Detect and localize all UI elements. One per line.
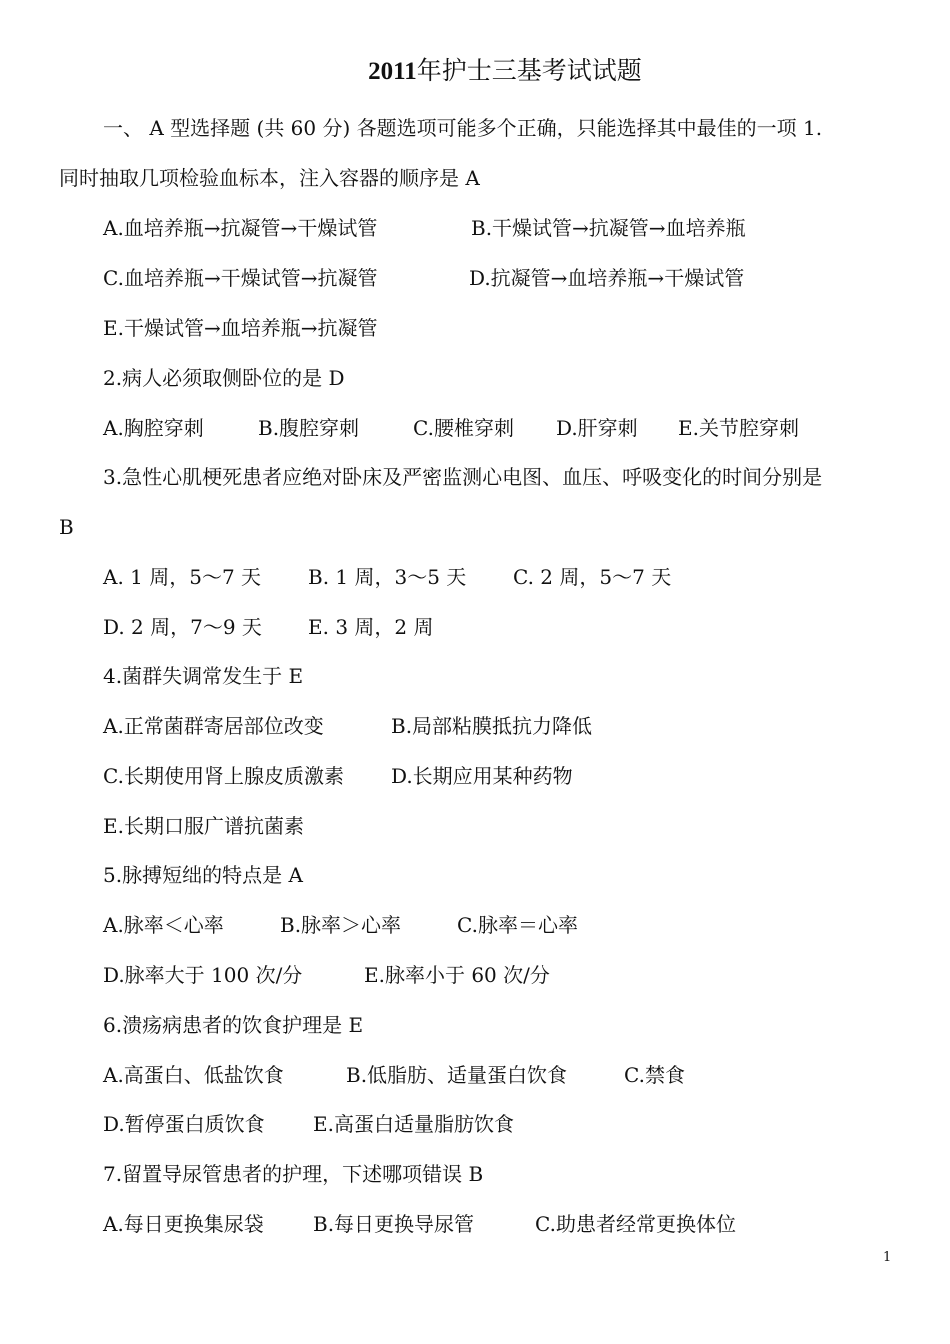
q1-option-a: A.血培养瓶→抗凝管→干燥试管 bbox=[103, 216, 378, 240]
q1-option-d: D.抗凝管→血培养瓶→干燥试管 bbox=[469, 266, 745, 290]
question-4-stem: 4.菌群失调常发生于 E bbox=[103, 664, 304, 688]
q6-option-a: A.高蛋白、低盐饮食 bbox=[103, 1063, 284, 1087]
q1-option-c: C.血培养瓶→干燥试管→抗凝管 bbox=[103, 266, 378, 290]
question-3-answer: B bbox=[59, 515, 74, 539]
question-3-stem: 3.急性心肌梗死患者应绝对卧床及严密监测心电图、血压、呼吸变化的时间分别是 bbox=[103, 465, 823, 489]
q1-option-e: E.干燥试管→血培养瓶→抗凝管 bbox=[103, 316, 378, 340]
q6-option-b: B.低脂肪、适量蛋白饮食 bbox=[346, 1063, 568, 1087]
q2-option-d: D.肝穿刺 bbox=[556, 416, 638, 440]
q3-option-b: B. 1 周，3～5 天 bbox=[308, 565, 467, 589]
q2-option-a: A.胸腔穿刺 bbox=[103, 416, 204, 440]
section-intro: 一、 A 型选择题 (共 60 分) 各题选项可能多个正确，只能选择其中最佳的一项 1. bbox=[103, 116, 823, 140]
q5-option-a: A.脉率＜心率 bbox=[103, 913, 224, 937]
q6-option-c: C.禁食 bbox=[624, 1063, 685, 1087]
q6-option-e: E.高蛋白适量脂肪饮食 bbox=[313, 1112, 514, 1136]
q1-option-b: B.干燥试管→抗凝管→血培养瓶 bbox=[471, 216, 746, 240]
q2-option-b: B.腹腔穿刺 bbox=[258, 416, 360, 440]
q3-option-e: E. 3 周，2 周 bbox=[308, 615, 434, 639]
q6-option-d: D.暂停蛋白质饮食 bbox=[103, 1112, 265, 1136]
q5-option-b: B.脉率＞心率 bbox=[280, 913, 402, 937]
q7-option-b: B.每日更换导尿管 bbox=[313, 1212, 475, 1236]
q4-option-b: B.局部粘膜抵抗力降低 bbox=[391, 714, 593, 738]
q5-option-c: C.脉率＝心率 bbox=[457, 913, 578, 937]
q2-option-c: C.腰椎穿刺 bbox=[413, 416, 514, 440]
q4-option-c: C.长期使用肾上腺皮质激素 bbox=[103, 764, 344, 788]
q7-option-a: A.每日更换集尿袋 bbox=[103, 1212, 264, 1236]
q3-option-d: D. 2 周，7～9 天 bbox=[103, 615, 262, 639]
q2-option-e: E.关节腔穿刺 bbox=[678, 416, 799, 440]
q3-option-a: A. 1 周，5～7 天 bbox=[103, 565, 262, 589]
q4-option-e: E.长期口服广谱抗菌素 bbox=[103, 814, 304, 838]
title-year: 2011 bbox=[368, 58, 417, 85]
question-6-stem: 6.溃疡病患者的饮食护理是 E bbox=[103, 1013, 364, 1037]
q3-option-c: C. 2 周，5～7 天 bbox=[513, 565, 672, 589]
page-title bbox=[0, 54, 950, 89]
q5-option-d: D.脉率大于 100 次/分 bbox=[103, 963, 303, 987]
q4-option-d: D.长期应用某种药物 bbox=[391, 764, 573, 788]
q5-option-e: E.脉率小于 60 次/分 bbox=[364, 963, 550, 987]
question-7-stem: 7.留置导尿管患者的护理，下述哪项错误 B bbox=[103, 1162, 484, 1186]
q4-option-a: A.正常菌群寄居部位改变 bbox=[103, 714, 324, 738]
question-1-stem: 同时抽取几项检验血标本，注入容器的顺序是 A bbox=[59, 166, 480, 190]
question-2-stem: 2.病人必须取侧卧位的是 D bbox=[103, 366, 345, 390]
question-5-stem: 5.脉搏短绌的特点是 A bbox=[103, 863, 303, 887]
q7-option-c: C.助患者经常更换体位 bbox=[535, 1212, 736, 1236]
title-text: 年护士三基考试试题 bbox=[416, 56, 642, 85]
page-number: 1 bbox=[883, 1250, 892, 1265]
